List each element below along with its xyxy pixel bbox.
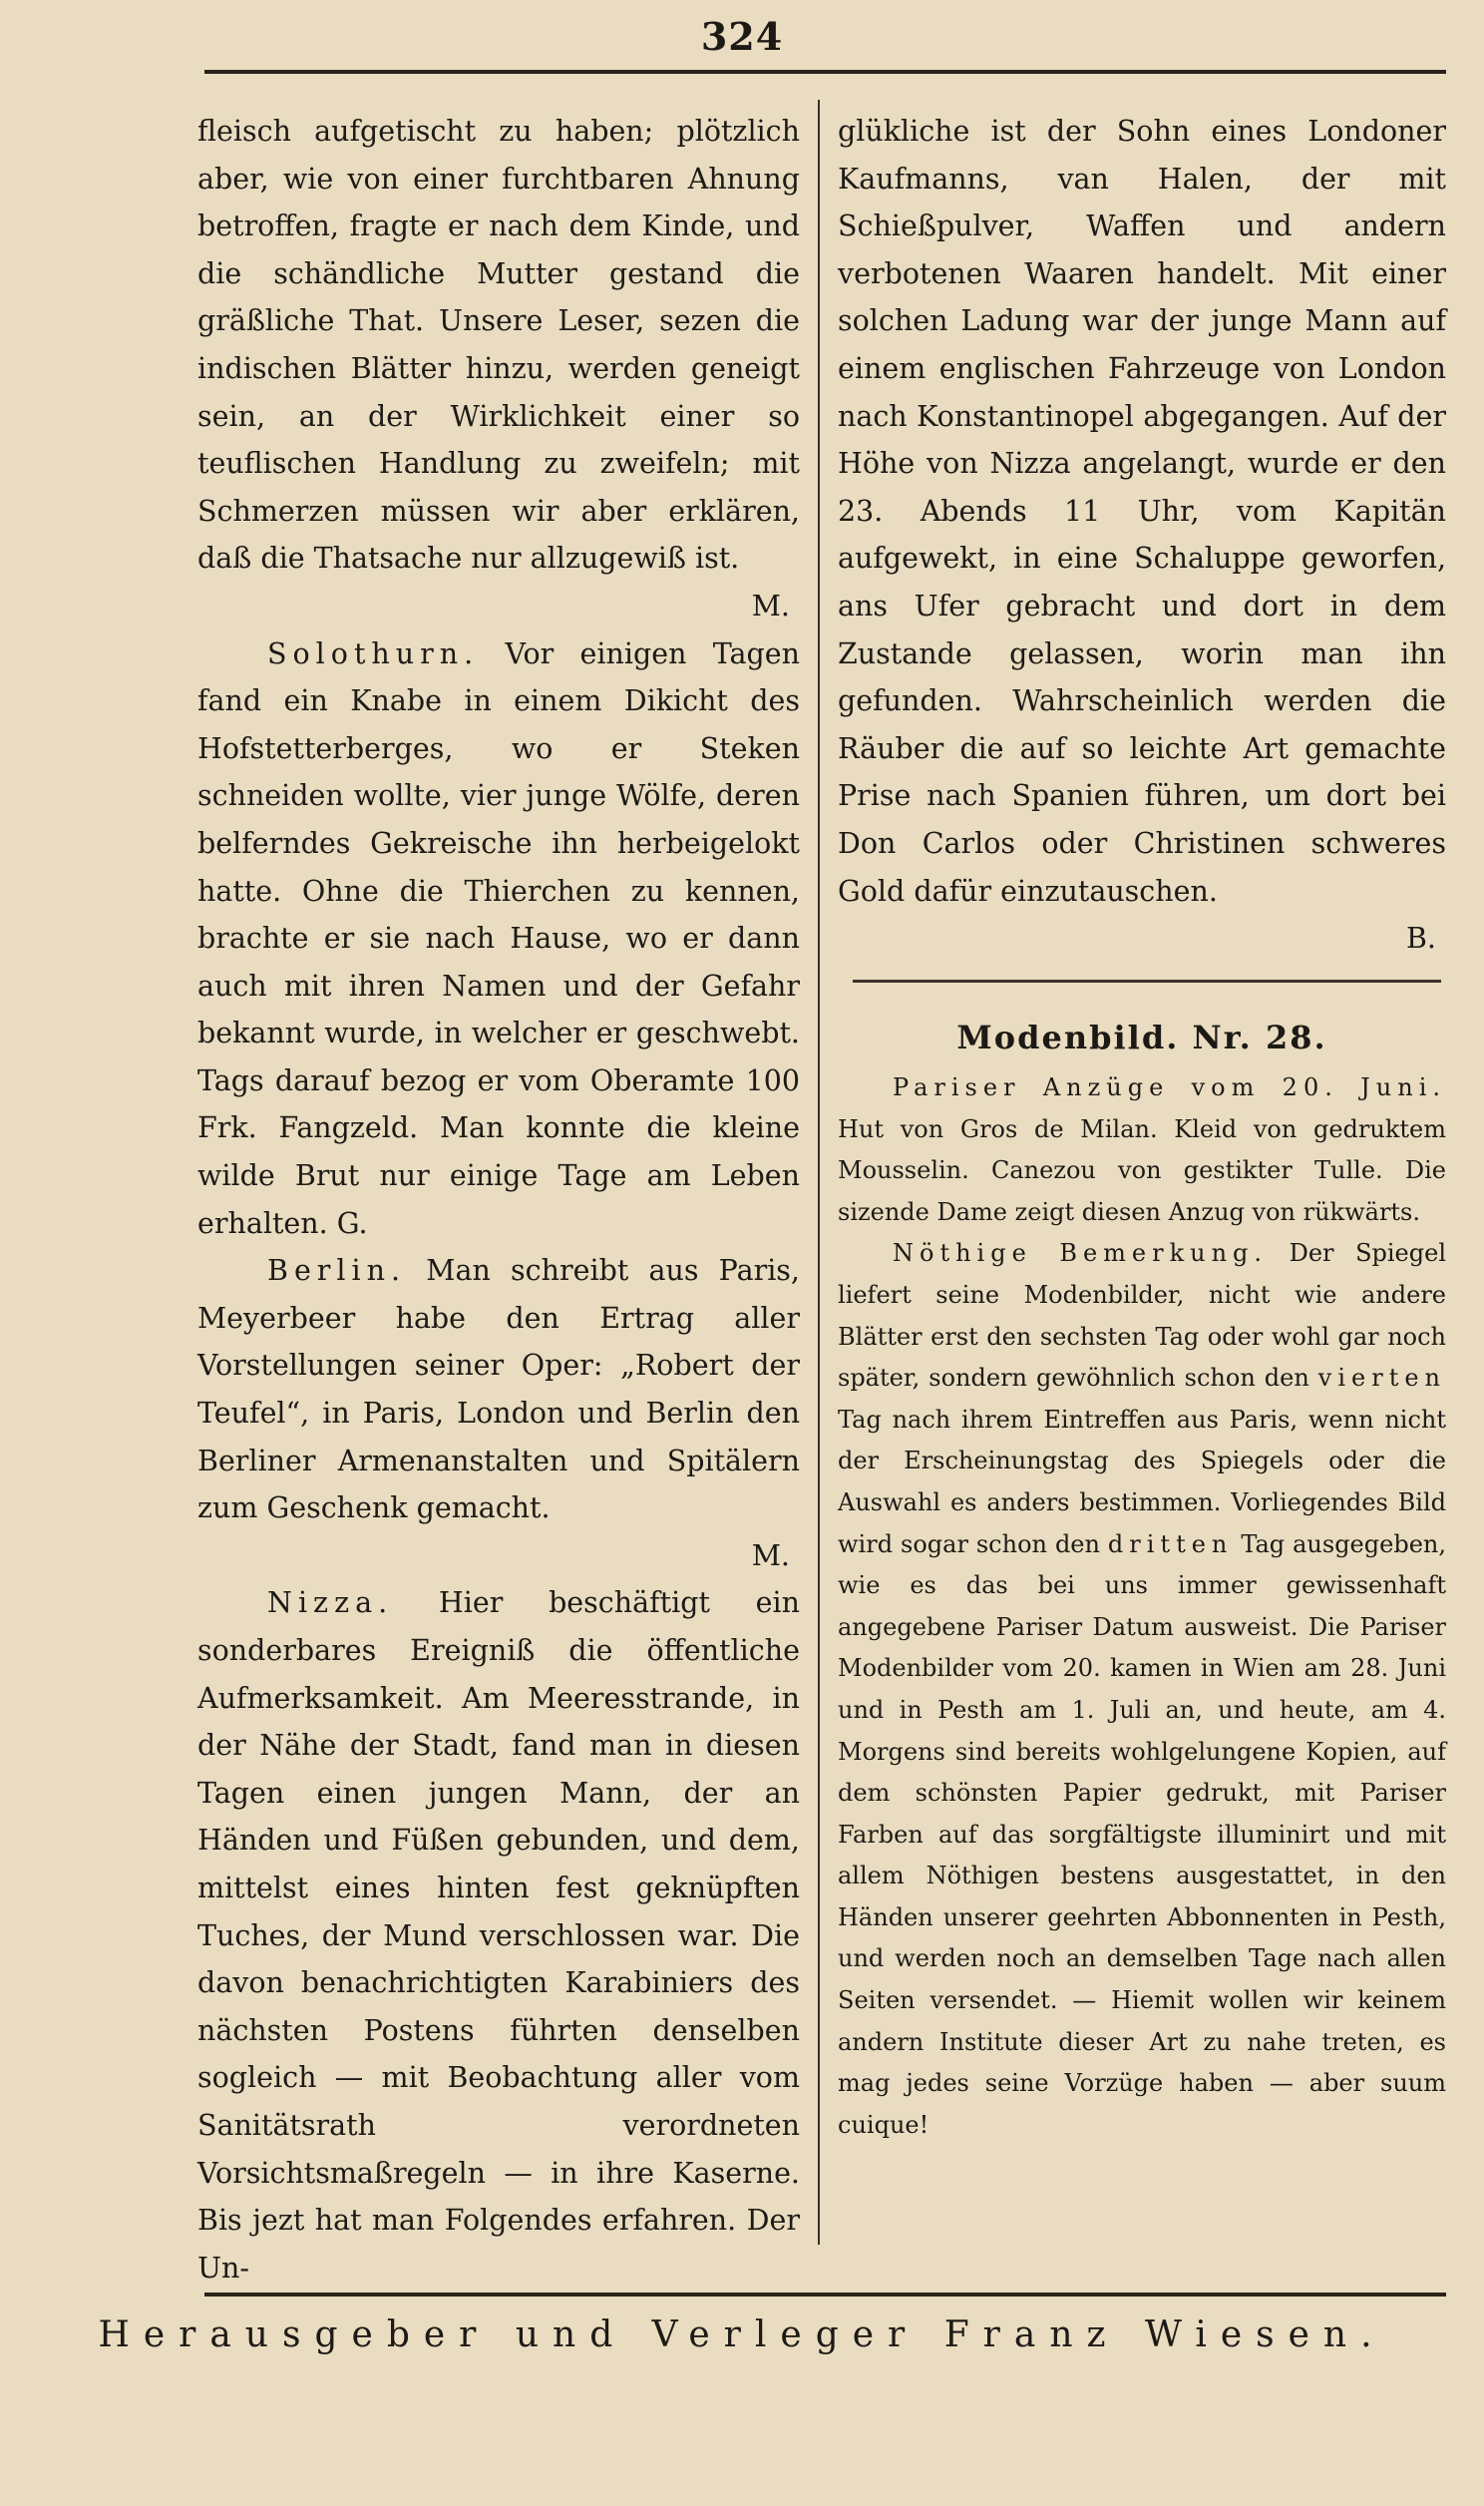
- section-rule: [853, 980, 1441, 983]
- article-paragraph: fleisch aufgetischt zu haben; plötzlich aber, wie von einer furchtbaren Ahnung betroffen, fragte er nach dem Kinde, und die schändliche Mutter gestand die gräßliche That. Unsere Leser, sezen die indischen Blätter hinzu, werden geneigt sein, an der Wirklichkeit einer so teuflischen Handlung zu zweifeln; mit Schmerzen müssen wir aber erklären, daß die Thatsache nur allzugewiß ist. M.: [197, 108, 800, 630]
- header-rule: [204, 70, 1446, 74]
- author-signature: B.: [1405, 922, 1436, 956]
- author-signature: G.: [336, 1206, 368, 1240]
- note-lead: Nöthige Bemerkung.: [893, 1239, 1269, 1268]
- place-heading: Berlin.: [267, 1254, 407, 1288]
- author-signature: M.: [751, 1538, 790, 1572]
- right-column: [838, 108, 1446, 963]
- fashion-body: [838, 1067, 1446, 2146]
- editorial-note: Nöthige Bemerkung. Der Spiegel liefert seine Modenbilder, nicht wie andere Blätter erst den sechsten Tag oder wohl gar noch später, sondern gewöhnlich schon den vierten Tag nach ihrem Eintreffen aus Paris, wenn nicht der Erscheinungstag des Spiegels oder die Auswahl es anders bestimmen. Vorliegendes Bild wird sogar schon den dritten Tag ausgegeben, wie es das bei uns immer gewissenhaft angegebene Pariser Datum ausweist. Die Pariser Modenbilder vom 20. kamen in Wien am 28. Juni und in Pesth am 1. Juli an, und heute, am 4. Morgens sind bereits wohlgelungene Kopien, auf dem schönsten Papier gedrukt, mit Pariser Farben auf das sorgfältigste illuminirt und mit allem Nöthigen bestens ausgestattet, in den Händen unserer geehrten Abbonnenten in Pesth, und werden noch an demselben Tage nach allen Seiten versendet. — Hiemit wollen wir keinem andern Institute dieser Art zu nahe treten, es mag jedes seine Vorzüge haben — aber suum cuique!: [838, 1239, 1446, 2139]
- fashion-title: Modenbild. Nr. 28.: [956, 1019, 1327, 1056]
- footer-rule: [204, 2293, 1446, 2297]
- place-heading: Nizza.: [267, 1586, 394, 1620]
- article-continuation: glükliche ist der Sohn eines Londoner Kaufmanns, van Halen, der mit Schießpulver, Waffen und andern verbotenen Waaren handelt. Mit einer solchen Ladung war der junge Mann auf einem englischen Fahrzeuge von London nach Konstantinopel abgegangen. Auf der Höhe von Nizza angelangt, wurde er den 23. Abends 11 Uhr, vom Kapitän aufgewekt, in eine Schaluppe geworfen, ans Ufer gebracht und dort in dem Zustande gelassen, worin man ihn gefunden. Wahrscheinlich werden die Räuber die auf so leichte Art gemachte Prise nach Spanien führen, um dort bei Don Carlos oder Christinen schweres Gold dafür einzutauschen. B.: [838, 108, 1446, 963]
- news-item-solothurn: Solothurn. Vor einigen Tagen fand ein Knabe in einem Dikicht des Hofstetterberges, wo er Steken schneiden wollte, vier junge Wölfe, deren belferndes Gekreische ihn herbeigelokt hatte. Ohne die Thierchen zu kennen, brachte er sie nach Hause, wo er dann auch mit ihren Namen und der Gefahr bekannt wurde, in welcher er geschwebt. Tags darauf bezog er vom Oberamte 100 Frk. Fangzeld. Man konnte die kleine wilde Brut nur einige Tage am Leben erhalten. G.: [197, 636, 801, 1240]
- news-item-nizza: Nizza. Hier beschäftigt ein sonderbares Ereigniß die öffentliche Aufmerksamkeit. Am Meeresstrande, in der Nähe der Stadt, fand man in diesen Tagen einen jungen Mann, der an Händen und Füßen gebunden, und dem, mittelst eines hinten fest geknüpften Tuches, der Mund verschlossen war. Die davon benachrichtigten Karabiniers des nächsten Postens führten denselben sogleich — mit Beobachtung aller vom Sanitätsrath verordneten Vorsichtsmaßregeln — in ihre Kaserne. Bis jezt hat man Folgendes erfahren. Der Un-: [197, 1586, 800, 2285]
- left-column: [197, 108, 800, 2292]
- publisher-footer: Herausgeber und Verleger Franz Wiesen.: [98, 2314, 1386, 2355]
- place-heading: Solothurn.: [267, 636, 480, 670]
- fashion-section: [838, 1008, 1446, 2146]
- author-signature: M.: [751, 589, 790, 623]
- news-item-berlin: Berlin. Man schreibt aus Paris, Meyerbeer habe den Ertrag aller Vorstellungen seiner Oper: „Robert der Teufel“, in Paris, London und Berlin den Berliner Armenanstalten und Spitälern zum Geschenk gemacht. M.: [197, 1247, 800, 1579]
- column-divider: [818, 100, 820, 2245]
- page-number: 324: [700, 14, 784, 59]
- fashion-description: Pariser Anzüge vom 20. Juni. Hut von Gros de Milan. Kleid von gedruktem Mousselin. Canezou von gestikter Tulle. Die sizende Dame zeigt diesen Anzug von rükwärts.: [838, 1073, 1446, 1226]
- fashion-lead: Pariser Anzüge vom 20. Juni.: [893, 1073, 1446, 1101]
